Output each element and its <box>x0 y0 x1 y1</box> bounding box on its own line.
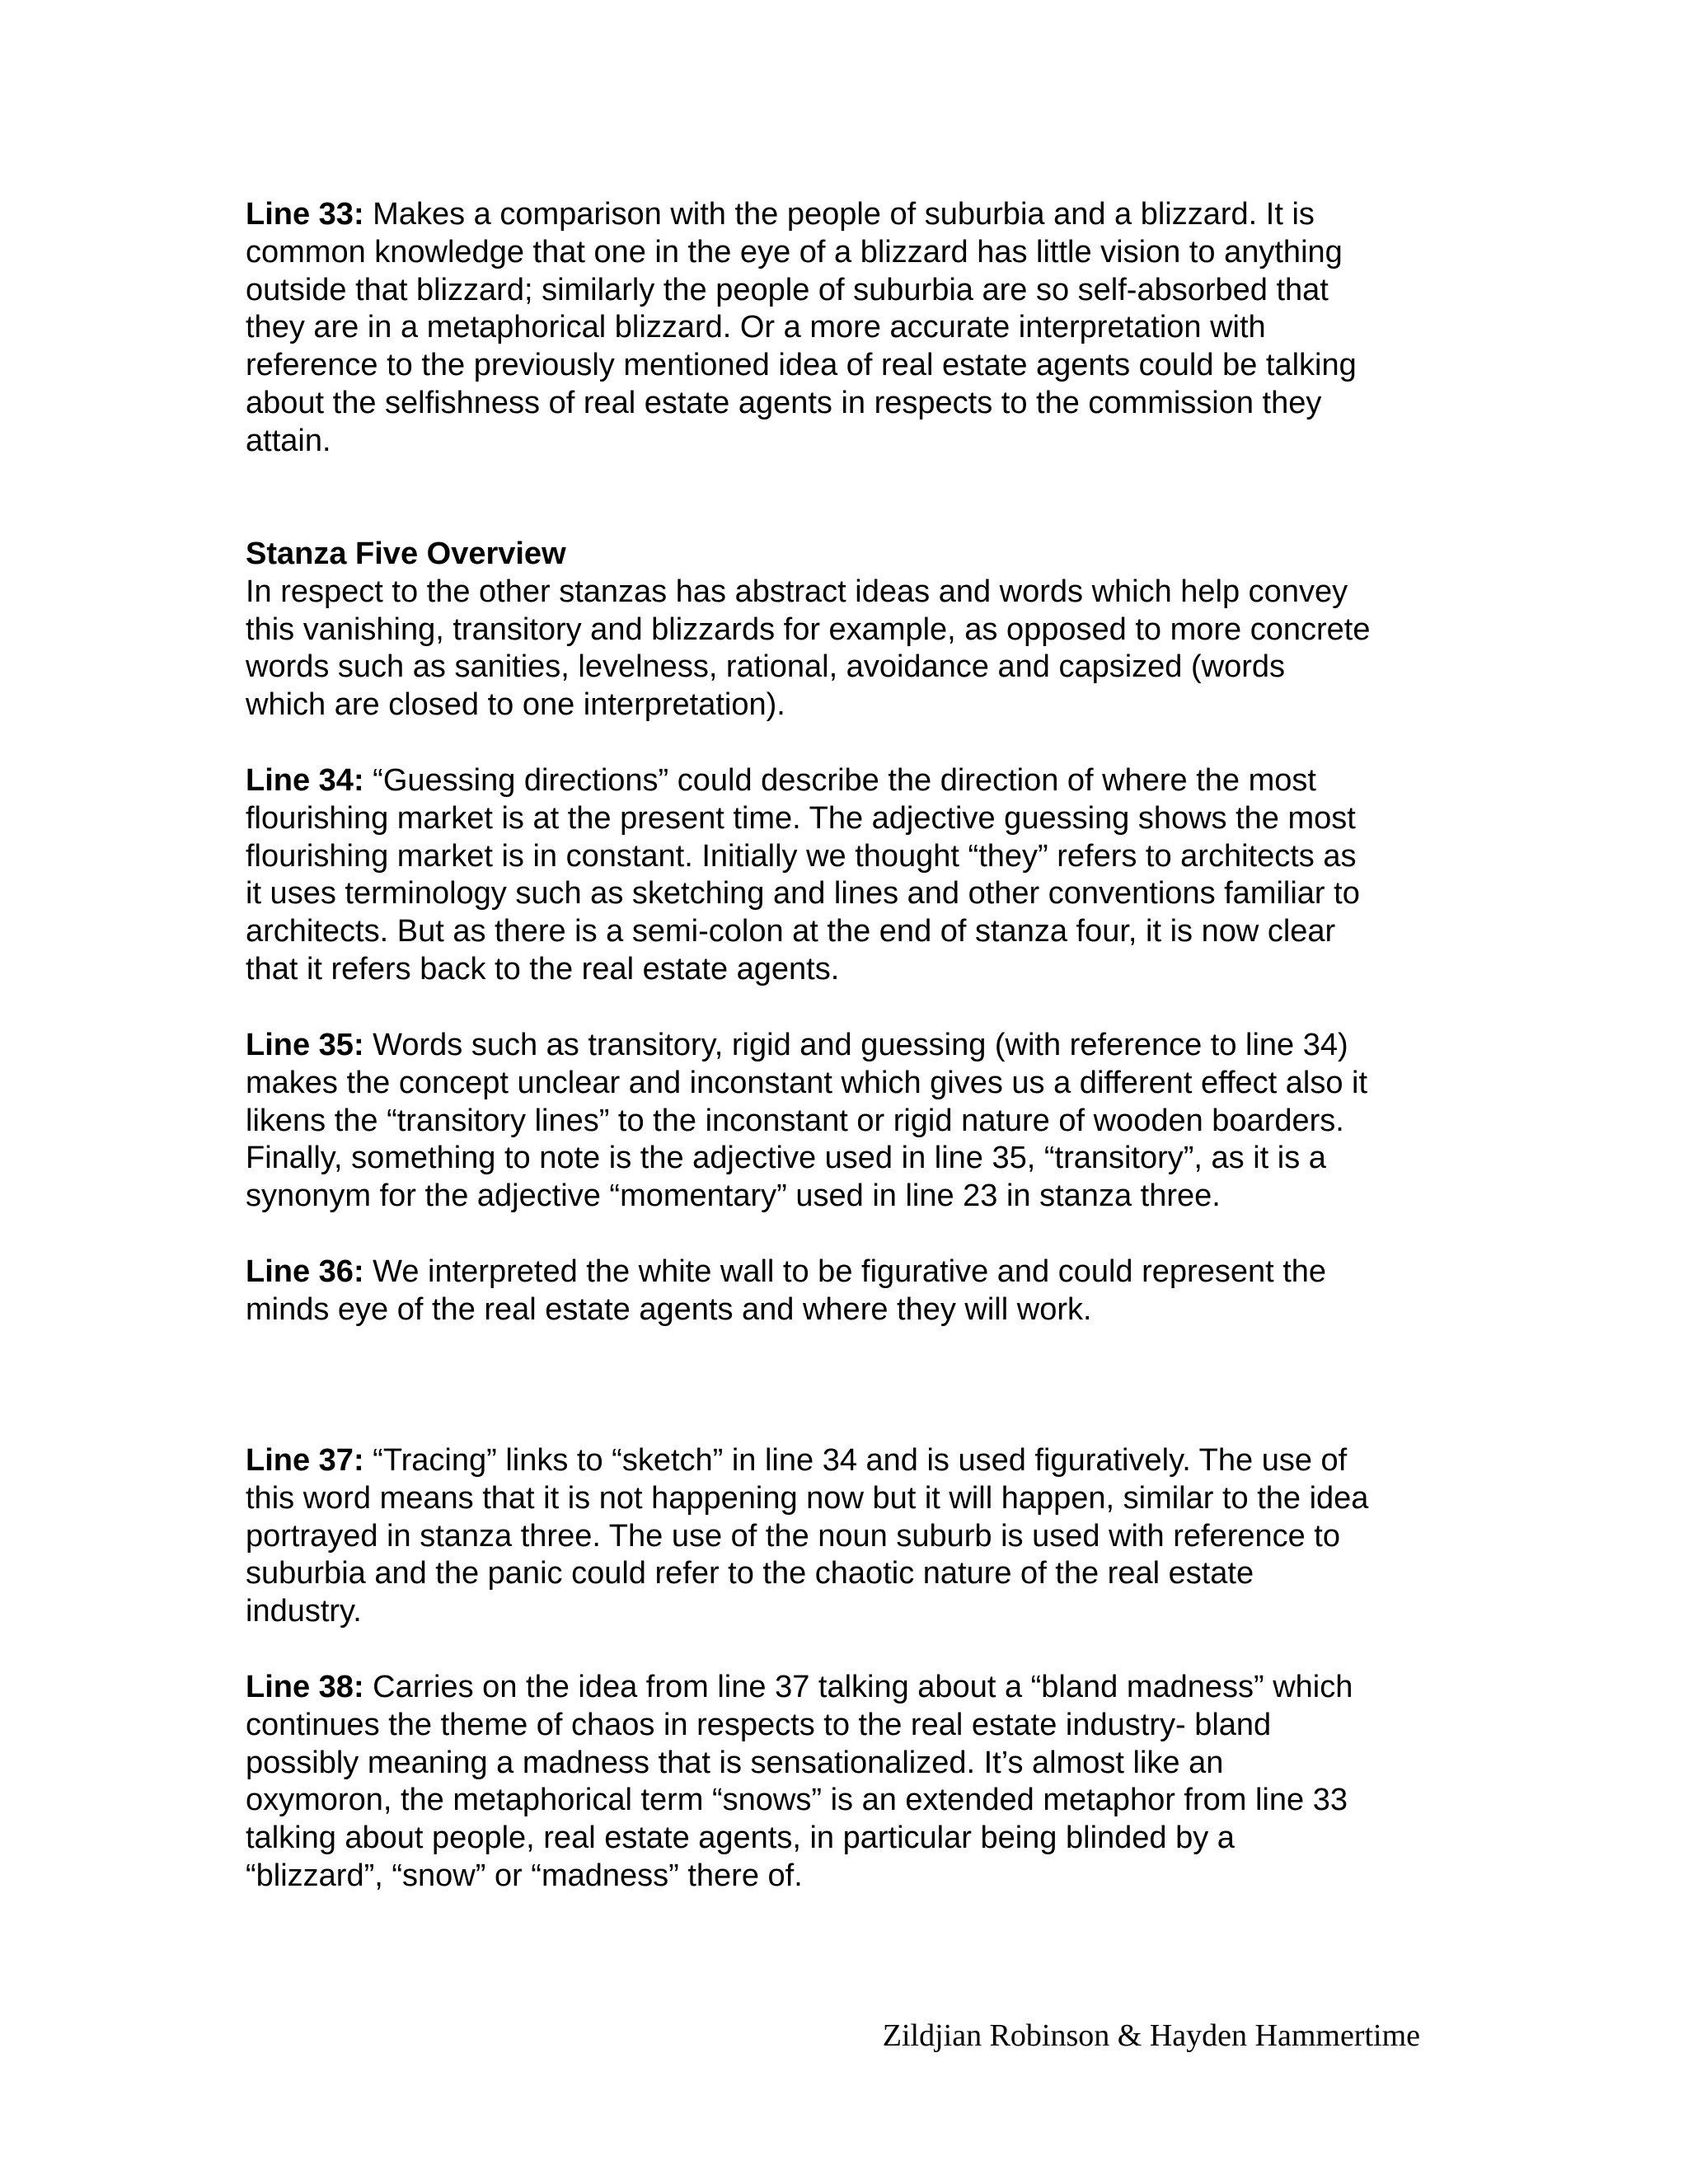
stanza-five-overview <box>246 536 1445 724</box>
line-37-label: Line 37: <box>246 1443 364 1478</box>
line-37-text: “Tracing” links to “sketch” in line 34 and is used figuratively. The use of this word means that it is not happening now but it will happen, similar to the idea portrayed in stanza three. The use of the noun suburb is used with reference to suburbia and the panic could refer to the chaotic nature of the real estate industry. <box>246 1443 1369 1629</box>
line-34-text: “Guessing directions” could describe the direction of where the most flourishing market is at the present time. The adjective guessing shows the most flourishing market is in constant. Initially we thought “they” refers to architects as it uses terminology such as sketching and lines and other conventions familiar to architects. But as there is a semi-colon at the end of stanza four, it is now clear that it refers back to the real estate agents. <box>246 763 1360 987</box>
paragraph-line-34 <box>246 762 1445 989</box>
stanza-five-heading: Stanza Five Overview <box>246 537 566 571</box>
paragraph-line-36 <box>246 1254 1445 1329</box>
footer-authors: Zildjian Robinson & Hayden Hammertime <box>882 2018 1420 2053</box>
line-36-label: Line 36: <box>246 1254 364 1289</box>
line-33-text: Makes a comparison with the people of suburbia and a blizzard. It is common knowledge that one in the eye of a blizzard has little vision to anything outside that blizzard; similarly the people of suburbia are so self-absorbed that they are in a metaphorical blizzard. Or a more accurate interpretation with reference to the previously mentioned idea of real estate agents could be talking about the selfishness of real estate agents in respects to the commission they attain. <box>246 197 1357 458</box>
stanza-five-text: In respect to the other stanzas has abstract ideas and words which help convey this vanishing, transitory and blizzards for example, as opposed to more concrete words such as sanities, levelness, rational, avoidance and capsized (words which are closed to one interpretation). <box>246 574 1371 723</box>
paragraph-line-33 <box>246 196 1445 461</box>
line-36-text: We interpreted the white wall to be figurative and could represent the minds eye of the real estate agents and where they will work. <box>246 1254 1327 1327</box>
line-34-label: Line 34: <box>246 763 364 798</box>
line-35-text: Words such as transitory, rigid and guessing (with reference to line 34) makes the concept unclear and inconstant which gives us a different effect also it likens the “transitory lines” to the inconstant or rigid nature of wooden boarders. Finally, something to note is the adjective used in line 35, “transitory”, as it is a synonym for the adjective “momentary” used in line 23 in stanza three. <box>246 1028 1368 1214</box>
paragraph-line-38 <box>246 1669 1445 1896</box>
line-33-label: Line 33: <box>246 197 364 232</box>
line-35-label: Line 35: <box>246 1028 364 1062</box>
paragraph-line-35 <box>246 1027 1445 1216</box>
paragraph-line-37 <box>246 1442 1445 1631</box>
line-38-label: Line 38: <box>246 1670 364 1704</box>
line-38-text: Carries on the idea from line 37 talking about a “bland madness” which continues the theme of chaos in respects to the real estate industry- bland possibly meaning a madness that is sensationalized. It’s almost like an oxymoron, the metaphorical term “snows” is an extended metaphor from line 33 talking about people, real estate agents, in particular being blinded by a “blizzard”, “snow” or “madness” there of. <box>246 1670 1353 1893</box>
